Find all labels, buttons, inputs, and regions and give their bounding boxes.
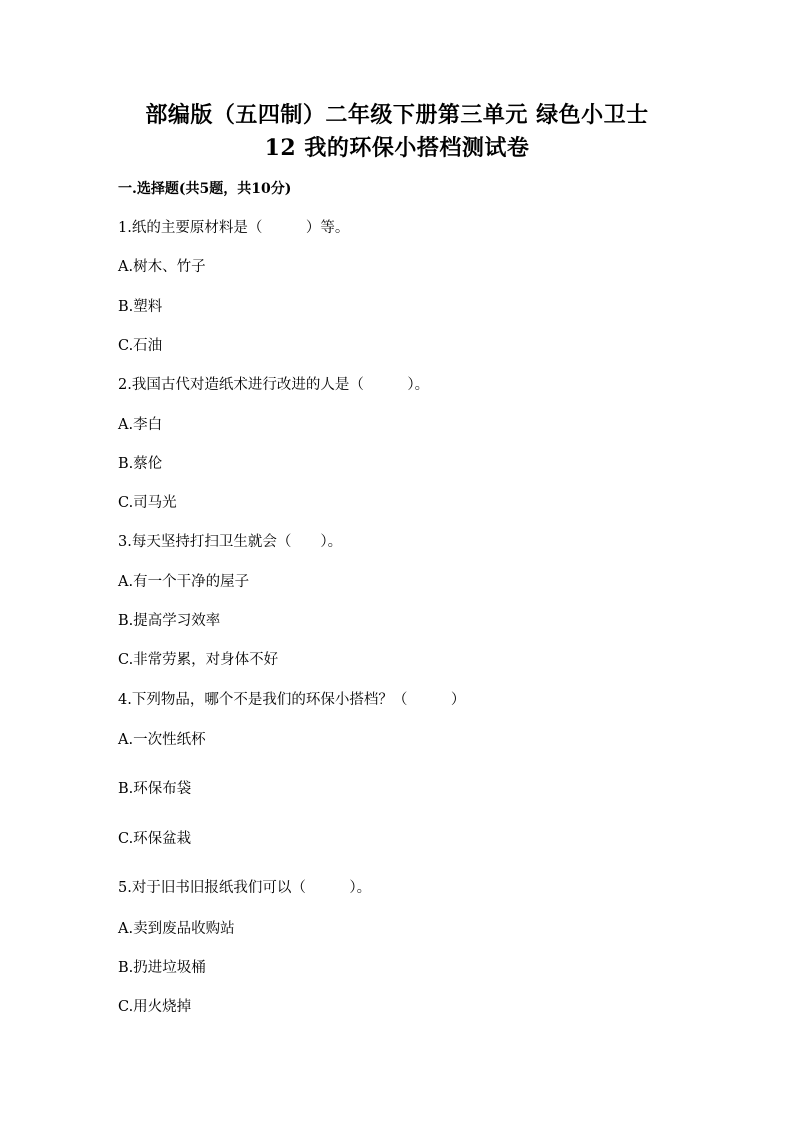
question-5-option-c: C.用火烧掉	[118, 999, 192, 1015]
question-2-option-a: A.李白	[118, 417, 163, 433]
question-3-option-b: B.提高学习效率	[118, 613, 221, 629]
question-5-stem: 5.对于旧书旧报纸我们可以（ ）。	[118, 880, 372, 896]
question-5-option-a: A.卖到废品收购站	[118, 921, 235, 937]
section-heading: 一.选择题(共5题，共10分)	[118, 181, 292, 197]
document-title-line-2: 12 我的环保小搭档测试卷	[264, 135, 530, 161]
question-4-stem: 4.下列物品，哪个不是我们的环保小搭档？（ ）	[118, 692, 466, 708]
question-2-stem: 2.我国古代对造纸术进行改进的人是（ ）。	[118, 377, 430, 393]
question-1-option-a: A.树木、竹子	[118, 259, 206, 275]
question-1-stem: 1.纸的主要原材料是（ ）等。	[118, 220, 350, 236]
question-4-option-c: C.环保盆栽	[118, 831, 192, 847]
question-5-option-b: B.扔进垃圾桶	[118, 960, 206, 976]
question-3-option-a: A.有一个干净的屋子	[118, 574, 250, 590]
question-4-option-b: B.环保布袋	[118, 781, 192, 797]
question-2-option-b: B.蔡伦	[118, 456, 163, 472]
question-3-stem: 3.每天坚持打扫卫生就会（ ）。	[118, 534, 343, 550]
question-2-option-c: C.司马光	[118, 495, 177, 511]
document-title-line-1: 部编版（五四制）二年级下册第三单元 绿色小卫士	[145, 102, 649, 128]
question-1-option-c: C.石油	[118, 338, 163, 354]
question-4-option-a: A.一次性纸杯	[118, 732, 206, 748]
question-3-option-c: C.非常劳累，对身体不好	[118, 652, 279, 668]
question-1-option-b: B.塑料	[118, 299, 163, 315]
